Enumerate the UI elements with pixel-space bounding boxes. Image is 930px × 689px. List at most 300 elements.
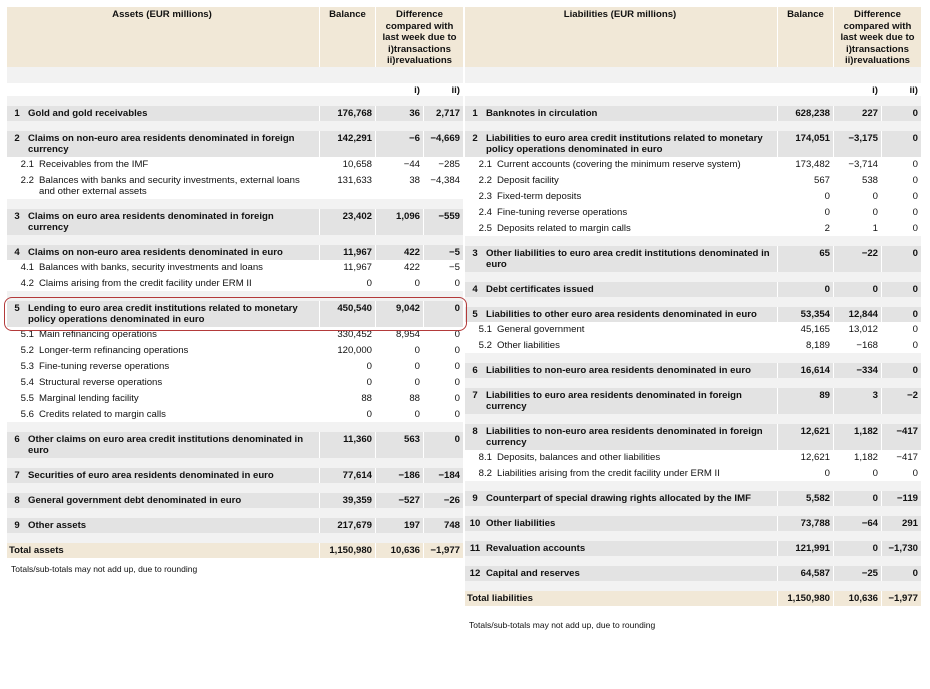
item-number: 2.2 [478, 175, 492, 186]
revaluations-diff: 0 [423, 276, 463, 291]
assets-diff-line: Difference [396, 9, 443, 20]
item-number: 10 [469, 518, 481, 529]
balance-value: 120,000 [319, 343, 375, 358]
assets-total-d2: −1,977 [423, 543, 463, 558]
revaluations-diff: 0 [423, 375, 463, 390]
item-number: 5.1 [20, 329, 34, 340]
transactions-diff: 538 [833, 173, 881, 188]
assets-col-i: i) [375, 83, 423, 96]
item-number: 7 [472, 390, 478, 401]
balance-value: 11,360 [319, 432, 375, 458]
spacer [465, 297, 921, 307]
item-label: Securities of euro area residents denominated in euro [28, 470, 274, 481]
transactions-diff: −334 [833, 363, 881, 378]
revaluations-diff: 0 [881, 338, 921, 353]
revaluations-diff: −184 [423, 468, 463, 483]
item-number: 8 [472, 426, 478, 437]
balance-value: 217,679 [319, 518, 375, 533]
liabilities-item-row [465, 106, 921, 121]
assets-total-balance: 1,150,980 [319, 543, 375, 558]
assets-total-row [7, 543, 463, 558]
revaluations-diff: 0 [423, 407, 463, 422]
liabilities-diff-header [833, 7, 921, 67]
assets-col-ii: ii) [423, 83, 463, 96]
transactions-diff: 0 [375, 276, 423, 291]
liabilities-subheader [465, 83, 921, 96]
assets-subitem-row [7, 157, 463, 172]
revaluations-diff: −2 [881, 388, 921, 414]
balance-value: 77,614 [319, 468, 375, 483]
liabilities-item-row [465, 491, 921, 506]
assets-item-row [7, 432, 463, 458]
liabilities-item-row [465, 246, 921, 272]
revaluations-diff: 0 [423, 301, 463, 327]
transactions-diff: 3 [833, 388, 881, 414]
transactions-diff: 88 [375, 391, 423, 406]
revaluations-diff: −417 [881, 424, 921, 450]
transactions-diff: −168 [833, 338, 881, 353]
assets-item-row [7, 106, 463, 121]
revaluations-diff: 0 [881, 189, 921, 204]
liabilities-item-row [465, 541, 921, 556]
transactions-diff: 563 [375, 432, 423, 458]
assets-balance-header: Balance [319, 7, 375, 67]
transactions-diff: 13,012 [833, 322, 881, 337]
item-label: Claims on non-euro area residents denominated in euro [28, 247, 283, 258]
balance-value: 174,051 [777, 131, 833, 157]
liabilities-item-row [465, 566, 921, 581]
item-label: Other liabilities [486, 518, 556, 529]
transactions-diff: −44 [375, 157, 423, 172]
balance-value: 64,587 [777, 566, 833, 581]
balance-value: 0 [319, 375, 375, 390]
spacer [465, 581, 921, 591]
liabilities-col-i: i) [833, 83, 881, 96]
balance-value: 0 [319, 407, 375, 422]
assets-subitem-row [7, 173, 463, 199]
transactions-diff: 1,182 [833, 424, 881, 450]
item-number: 2.5 [478, 223, 492, 234]
revaluations-diff: 0 [423, 432, 463, 458]
spacer [465, 236, 921, 246]
balance-value: 330,452 [319, 327, 375, 342]
liabilities-total-row [465, 591, 921, 606]
revaluations-diff: −119 [881, 491, 921, 506]
revaluations-diff: −285 [423, 157, 463, 172]
transactions-diff: 0 [833, 189, 881, 204]
item-label: Structural reverse operations [39, 377, 163, 388]
item-label: Counterpart of special drawing rights allocated by the IMF [486, 493, 751, 504]
item-label: Longer-term refinancing operations [39, 345, 189, 356]
liabilities-rounding-note: Totals/sub-totals may not add up, due to rounding [469, 620, 656, 630]
spacer [465, 353, 921, 363]
transactions-diff: 1 [833, 221, 881, 236]
transactions-diff: −3,714 [833, 157, 881, 172]
balance-value: 173,482 [777, 157, 833, 172]
spacer [7, 533, 463, 543]
revaluations-diff: 291 [881, 516, 921, 531]
liabilities-total-d2: −1,977 [881, 591, 921, 606]
transactions-diff: 197 [375, 518, 423, 533]
transactions-diff: 0 [375, 359, 423, 374]
item-label: Claims on euro area residents denominated in foreign currency [28, 211, 274, 233]
transactions-diff: 1,096 [375, 209, 423, 235]
assets-subheader [7, 83, 463, 96]
assets-diff-line: ii)revaluations [386, 55, 453, 66]
item-number: 8 [14, 495, 20, 506]
assets-subitem-row [7, 375, 463, 390]
item-label: Credits related to margin calls [39, 409, 166, 420]
liabilities-item-row [465, 307, 921, 322]
item-number: 5.3 [20, 361, 34, 372]
liabilities-subitem-row [465, 338, 921, 353]
liabilities-total-label: Total liabilities [467, 593, 533, 604]
assets-diff-header [375, 7, 463, 67]
transactions-diff: −527 [375, 493, 423, 508]
transactions-diff: 0 [833, 205, 881, 220]
item-label: Deposits related to margin calls [497, 223, 631, 234]
revaluations-diff: 0 [881, 322, 921, 337]
item-label: Other assets [28, 520, 87, 531]
balance-value: 53,354 [777, 307, 833, 322]
assets-item-row [7, 245, 463, 260]
item-label: Current accounts (covering the minimum reserve system) [497, 159, 741, 170]
revaluations-diff: 0 [881, 363, 921, 378]
revaluations-diff: 0 [881, 173, 921, 188]
item-label: Main refinancing operations [39, 329, 157, 340]
item-number: 8.1 [478, 452, 492, 463]
liabilities-diff-line: ii)revaluations [844, 55, 911, 66]
item-label: Revaluation accounts [486, 543, 586, 554]
spacer [7, 67, 463, 83]
transactions-diff: −64 [833, 516, 881, 531]
revaluations-diff: 0 [881, 282, 921, 297]
transactions-diff: −186 [375, 468, 423, 483]
revaluations-diff: 748 [423, 518, 463, 533]
balance-value: 23,402 [319, 209, 375, 235]
liabilities-subitem-row [465, 466, 921, 481]
liabilities-subitem-row [465, 173, 921, 188]
item-number: 1 [472, 108, 478, 119]
balance-value: 88 [319, 391, 375, 406]
revaluations-diff: 0 [423, 327, 463, 342]
spacer [465, 506, 921, 516]
balance-value: 45,165 [777, 322, 833, 337]
spacer [465, 531, 921, 541]
liabilities-item-row [465, 388, 921, 414]
revaluations-diff: 0 [881, 131, 921, 157]
transactions-diff: 0 [833, 466, 881, 481]
revaluations-diff: 0 [881, 205, 921, 220]
spacer [7, 235, 463, 245]
transactions-diff: 0 [833, 282, 881, 297]
transactions-diff: 8,954 [375, 327, 423, 342]
liabilities-subitem-row [465, 157, 921, 172]
spacer [465, 96, 921, 106]
balance-value: 12,621 [777, 450, 833, 465]
spacer [465, 378, 921, 388]
liabilities-diff-line: last week due to [840, 32, 915, 43]
item-number: 7 [14, 470, 20, 481]
liabilities-item-row [465, 516, 921, 531]
item-number: 5 [14, 303, 20, 314]
balance-value: 131,633 [319, 173, 375, 199]
item-label: General government [497, 324, 585, 335]
transactions-diff: 0 [375, 343, 423, 358]
item-number: 5 [472, 309, 478, 320]
balance-value: 0 [319, 276, 375, 291]
balance-value: 176,768 [319, 106, 375, 121]
transactions-diff: 1,182 [833, 450, 881, 465]
liabilities-total-balance: 1,150,980 [777, 591, 833, 606]
assets-subitem-row [7, 391, 463, 406]
balance-value: 10,658 [319, 157, 375, 172]
transactions-diff: 0 [375, 407, 423, 422]
assets-header [7, 7, 463, 67]
revaluations-diff: −4,669 [423, 131, 463, 157]
item-number: 2.2 [20, 175, 34, 186]
assets-item-row [7, 209, 463, 235]
transactions-diff: 0 [833, 491, 881, 506]
spacer [7, 121, 463, 131]
item-label: Receivables from the IMF [39, 159, 149, 170]
item-number: 2 [14, 133, 20, 144]
liabilities-table [465, 7, 921, 636]
assets-subitem-row [7, 343, 463, 358]
revaluations-diff: 0 [423, 391, 463, 406]
item-label: Deposits, balances and other liabilities [497, 452, 661, 463]
item-label: Claims arising from the credit facility under ERM II [39, 278, 252, 289]
item-label: Other liabilities [497, 340, 560, 351]
item-number: 2 [472, 133, 478, 144]
balance-value: 0 [777, 205, 833, 220]
item-number: 6 [14, 434, 20, 445]
item-number: 5.5 [20, 393, 34, 404]
item-number: 9 [14, 520, 20, 531]
assets-subitem-row [7, 359, 463, 374]
assets-total-label: Total assets [9, 545, 64, 556]
item-label: Deposit facility [497, 175, 559, 186]
balance-value: 0 [777, 466, 833, 481]
transactions-diff: −6 [375, 131, 423, 157]
liabilities-header [465, 7, 921, 67]
balance-value: 450,540 [319, 301, 375, 327]
item-label: Liabilities to non-euro area residents denominated in foreign currency [486, 426, 763, 448]
assets-item-row [7, 493, 463, 508]
item-label: Liabilities to other euro area residents denominated in euro [486, 309, 757, 320]
liabilities-balance-header: Balance [777, 7, 833, 67]
assets-item-row [7, 518, 463, 533]
liabilities-subitem-row [465, 189, 921, 204]
assets-title: Assets (EUR millions) [112, 9, 212, 20]
liabilities-diff-line: i)transactions [846, 43, 909, 55]
assets-subitem-row [7, 276, 463, 291]
item-label: Other claims on euro area credit institutions denominated in euro [28, 434, 304, 456]
item-label: Balances with banks, security investments and loans [39, 262, 263, 273]
liabilities-total-d1: 10,636 [833, 591, 881, 606]
revaluations-diff: −5 [423, 260, 463, 275]
assets-diff-line: compared with [385, 20, 454, 32]
item-number: 4 [14, 247, 20, 258]
item-number: 5.1 [478, 324, 492, 335]
transactions-diff: 12,844 [833, 307, 881, 322]
balance-value: 11,967 [319, 245, 375, 260]
liabilities-subitem-row [465, 221, 921, 236]
liabilities-subitem-row [465, 450, 921, 465]
balance-value: 89 [777, 388, 833, 414]
spacer [465, 414, 921, 424]
transactions-diff: 0 [375, 375, 423, 390]
revaluations-diff: −559 [423, 209, 463, 235]
revaluations-diff: 2,717 [423, 106, 463, 121]
revaluations-diff: 0 [881, 246, 921, 272]
liabilities-title: Liabilities (EUR millions) [563, 9, 677, 20]
transactions-diff: 38 [375, 173, 423, 199]
spacer [465, 121, 921, 131]
assets-table [7, 7, 463, 580]
spacer [7, 483, 463, 493]
transactions-diff: 0 [833, 541, 881, 556]
item-label: Liabilities arising from the credit facility under ERM II [497, 468, 720, 479]
revaluations-diff: 0 [423, 359, 463, 374]
transactions-diff: 227 [833, 106, 881, 121]
spacer [7, 508, 463, 518]
balance-value: 8,189 [777, 338, 833, 353]
item-number: 2.3 [478, 191, 492, 202]
item-label: Banknotes in circulation [486, 108, 598, 119]
balance-value: 16,614 [777, 363, 833, 378]
assets-item-row [7, 468, 463, 483]
item-label: Gold and gold receivables [28, 108, 148, 119]
item-number: 4.2 [20, 278, 34, 289]
balance-value: 0 [777, 282, 833, 297]
balance-value: 121,991 [777, 541, 833, 556]
item-number: 11 [469, 543, 481, 554]
transactions-diff: 36 [375, 106, 423, 121]
assets-rounding-note: Totals/sub-totals may not add up, due to rounding [11, 564, 198, 574]
item-label: Balances with banks and security investments, external loans and other external assets [39, 175, 300, 197]
item-label: Capital and reserves [486, 568, 580, 579]
item-label: Fixed-term deposits [497, 191, 582, 202]
item-number: 4.1 [20, 262, 34, 273]
revaluations-diff: −417 [881, 450, 921, 465]
liabilities-item-row [465, 131, 921, 157]
balance-value: 567 [777, 173, 833, 188]
item-number: 3 [472, 248, 478, 259]
spacer [7, 96, 463, 106]
item-number: 5.2 [478, 340, 492, 351]
liabilities-diff-line: Difference [854, 9, 901, 20]
liabilities-item-row [465, 363, 921, 378]
liabilities-item-row [465, 282, 921, 297]
item-label: General government debt denominated in euro [28, 495, 242, 506]
item-number: 5.2 [20, 345, 34, 356]
item-number: 5.4 [20, 377, 34, 388]
balance-value: 0 [777, 189, 833, 204]
spacer [465, 272, 921, 282]
item-label: Lending to euro area credit institutions related to monetary policy operations denominated in euro [28, 303, 298, 325]
balance-value: 5,582 [777, 491, 833, 506]
spacer [465, 556, 921, 566]
item-number: 4 [472, 284, 478, 295]
highlight-ring [4, 297, 467, 331]
balance-value: 2 [777, 221, 833, 236]
balance-value: 65 [777, 246, 833, 272]
item-number: 2.1 [478, 159, 492, 170]
liabilities-diff-line: compared with [843, 20, 912, 32]
revaluations-diff: 0 [881, 221, 921, 236]
item-label: Liabilities to euro area credit institutions related to monetary policy operations denominated in euro [486, 133, 763, 155]
liabilities-col-ii: ii) [881, 83, 921, 96]
revaluations-diff: 0 [881, 466, 921, 481]
transactions-diff: −3,175 [833, 131, 881, 157]
revaluations-diff: −26 [423, 493, 463, 508]
balance-value: 628,238 [777, 106, 833, 121]
spacer [7, 422, 463, 432]
liabilities-item-row [465, 424, 921, 450]
item-number: 1 [14, 108, 20, 119]
revaluations-diff: 0 [881, 566, 921, 581]
item-label: Liabilities to euro area residents denominated in foreign currency [486, 390, 742, 412]
assets-subitem-row [7, 260, 463, 275]
balance-value: 39,359 [319, 493, 375, 508]
transactions-diff: 422 [375, 260, 423, 275]
transactions-diff: 422 [375, 245, 423, 260]
revaluations-diff: 0 [423, 343, 463, 358]
revaluations-diff: 0 [881, 106, 921, 121]
revaluations-diff: −4,384 [423, 173, 463, 199]
assets-diff-line: last week due to [382, 32, 457, 43]
item-label: Claims on non-euro area residents denominated in foreign currency [28, 133, 295, 155]
item-number: 8.2 [478, 468, 492, 479]
item-number: 2.4 [478, 207, 492, 218]
liabilities-subitem-row [465, 322, 921, 337]
balance-value: 0 [319, 359, 375, 374]
assets-total-d1: 10,636 [375, 543, 423, 558]
item-label: Other liabilities to euro area credit institutions denominated in euro [486, 248, 770, 270]
item-label: Debt certificates issued [486, 284, 594, 295]
transactions-diff: −22 [833, 246, 881, 272]
spacer [465, 481, 921, 491]
transactions-diff: 9,042 [375, 301, 423, 327]
transactions-diff: −25 [833, 566, 881, 581]
revaluations-diff: 0 [881, 157, 921, 172]
assets-item-row [7, 131, 463, 157]
item-number: 12 [469, 568, 481, 579]
item-number: 3 [14, 211, 20, 222]
item-label: Liabilities to non-euro area residents denominated in euro [486, 365, 751, 376]
item-label: Fine-tuning reverse operations [497, 207, 628, 218]
revaluations-diff: 0 [881, 307, 921, 322]
assets-diff-line: i)transactions [388, 43, 451, 55]
item-number: 2.1 [20, 159, 34, 170]
item-label: Fine-tuning reverse operations [39, 361, 170, 372]
assets-subitem-row [7, 407, 463, 422]
item-label: Marginal lending facility [39, 393, 139, 404]
revaluations-diff: −5 [423, 245, 463, 260]
balance-value: 73,788 [777, 516, 833, 531]
spacer [7, 458, 463, 468]
item-number: 5.6 [20, 409, 34, 420]
balance-value: 11,967 [319, 260, 375, 275]
liabilities-subitem-row [465, 205, 921, 220]
item-number: 9 [472, 493, 478, 504]
balance-value: 12,621 [777, 424, 833, 450]
spacer [465, 67, 921, 83]
balance-value: 142,291 [319, 131, 375, 157]
item-number: 6 [472, 365, 478, 376]
spacer [7, 199, 463, 209]
